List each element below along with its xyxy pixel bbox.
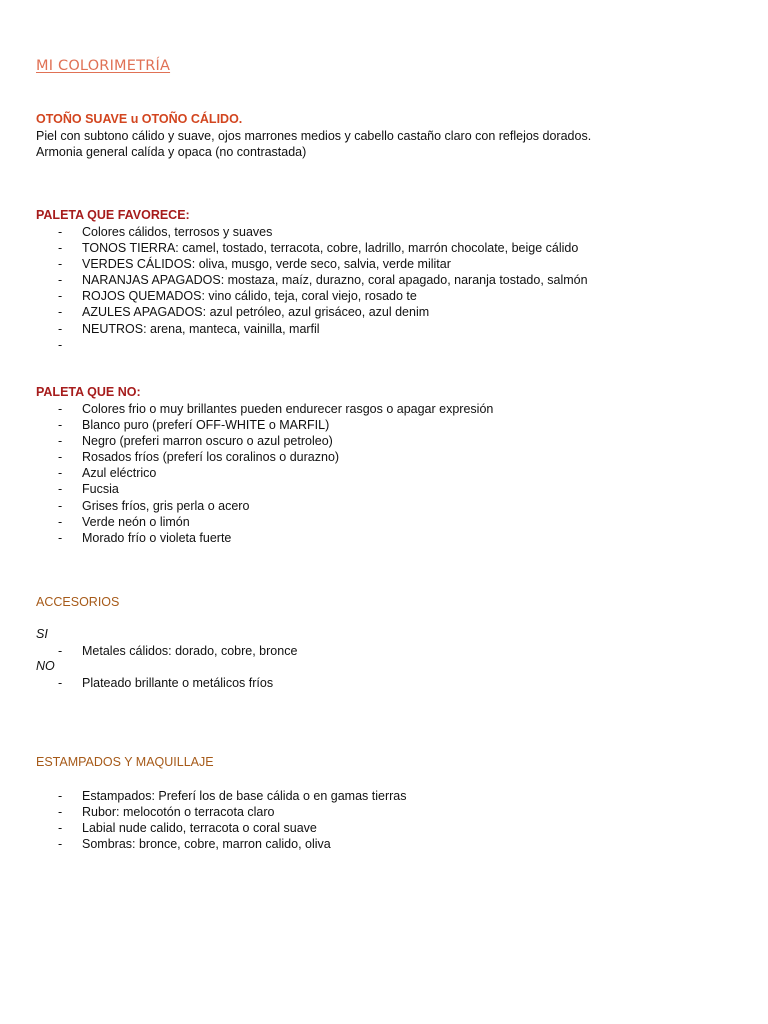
list-item-text: VERDES CÁLIDOS: oliva, musgo, verde seco, salvia, verde militar (82, 257, 451, 272)
accesorios-no-label: NO (36, 659, 55, 673)
list-item-text: Blanco puro (preferí OFF-WHITE o MARFIL) (82, 418, 330, 433)
bullet: - (58, 821, 63, 836)
list-item-text: Rubor: melocotón o terracota claro (82, 805, 275, 820)
bullet: - (58, 450, 63, 465)
bullet: - (58, 434, 63, 449)
favorece-heading: PALETA QUE FAVORECE: (36, 208, 190, 222)
list-item-text: Azul eléctrico (82, 466, 157, 481)
bullet: - (58, 837, 63, 852)
list-item-text: AZULES APAGADOS: azul petróleo, azul grisáceo, azul denim (82, 305, 430, 320)
season-heading: OTOÑO SUAVE u OTOÑO CÁLIDO. (36, 112, 243, 126)
bullet: - (58, 498, 63, 513)
list-item-text: Rosados fríos (preferí los coralinos o durazno) (82, 450, 340, 465)
list-item-text: Grises fríos, gris perla o acero (82, 498, 250, 513)
bullet: - (58, 241, 63, 256)
page-title: MI COLORIMETRÍA (36, 58, 171, 74)
bullet: - (58, 273, 63, 288)
bullet: - (58, 305, 63, 320)
list-item-text: ROJOS QUEMADOS: vino cálido, teja, coral viejo, rosado te (82, 289, 417, 304)
bullet: - (58, 805, 63, 820)
bullet: - (58, 514, 63, 529)
accesorios-heading: ACCESORIOS (36, 595, 120, 609)
list-item-text: NEUTROS: arena, manteca, vainilla, marfil (82, 321, 320, 336)
season-line-1: Piel con subtono cálido y suave, ojos marrones medios y cabello castaño claro con reflejos dorados. (36, 129, 592, 143)
bullet: - (58, 321, 63, 336)
bullet: - (58, 337, 63, 352)
bullet: - (58, 644, 63, 658)
list-item-text: Negro (preferi marron oscuro o azul petroleo) (82, 434, 333, 449)
bullet: - (58, 466, 63, 481)
bullet: - (58, 676, 63, 690)
list-item-text: Labial nude calido, terracota o coral suave (82, 821, 317, 836)
bullet: - (58, 402, 63, 416)
list-item-text: TONOS TIERRA: camel, tostado, terracota, cobre, ladrillo, marrón chocolate, beige cálido (82, 241, 579, 256)
list-item-text: Colores frio o muy brillantes pueden endurecer rasgos o apagar expresión (82, 402, 494, 416)
list-item-text: Estampados: Preferí los de base cálida o en gamas tierras (82, 789, 407, 803)
list-item-text: Metales cálidos: dorado, cobre, bronce (82, 644, 298, 658)
list-item-text: Colores cálidos, terrosos y suaves (82, 225, 273, 239)
season-line-2: Armonia general calída y opaca (no contrastada) (36, 145, 307, 159)
list-item-text: NARANJAS APAGADOS: mostaza, maíz, durazno, coral apagado, naranja tostado, salmón (82, 273, 588, 288)
bullet: - (58, 257, 63, 272)
bullet: - (58, 482, 63, 497)
bullet: - (58, 225, 63, 239)
bullet: - (58, 418, 63, 433)
list-item-text: Morado frío o violeta fuerte (82, 530, 232, 545)
estampados-heading: ESTAMPADOS Y MAQUILLAJE (36, 755, 214, 769)
bullet: - (58, 789, 63, 803)
bullet: - (58, 289, 63, 304)
list-item-text: Fucsia (82, 482, 119, 497)
no-heading: PALETA QUE NO: (36, 385, 141, 399)
accesorios-si-label: SI (36, 627, 48, 641)
list-item-text: Plateado brillante o metálicos fríos (82, 676, 274, 690)
list-item-text: Verde neón o limón (82, 514, 190, 529)
list-item-text: Sombras: bronce, cobre, marron calido, oliva (82, 837, 331, 852)
bullet: - (58, 530, 63, 545)
